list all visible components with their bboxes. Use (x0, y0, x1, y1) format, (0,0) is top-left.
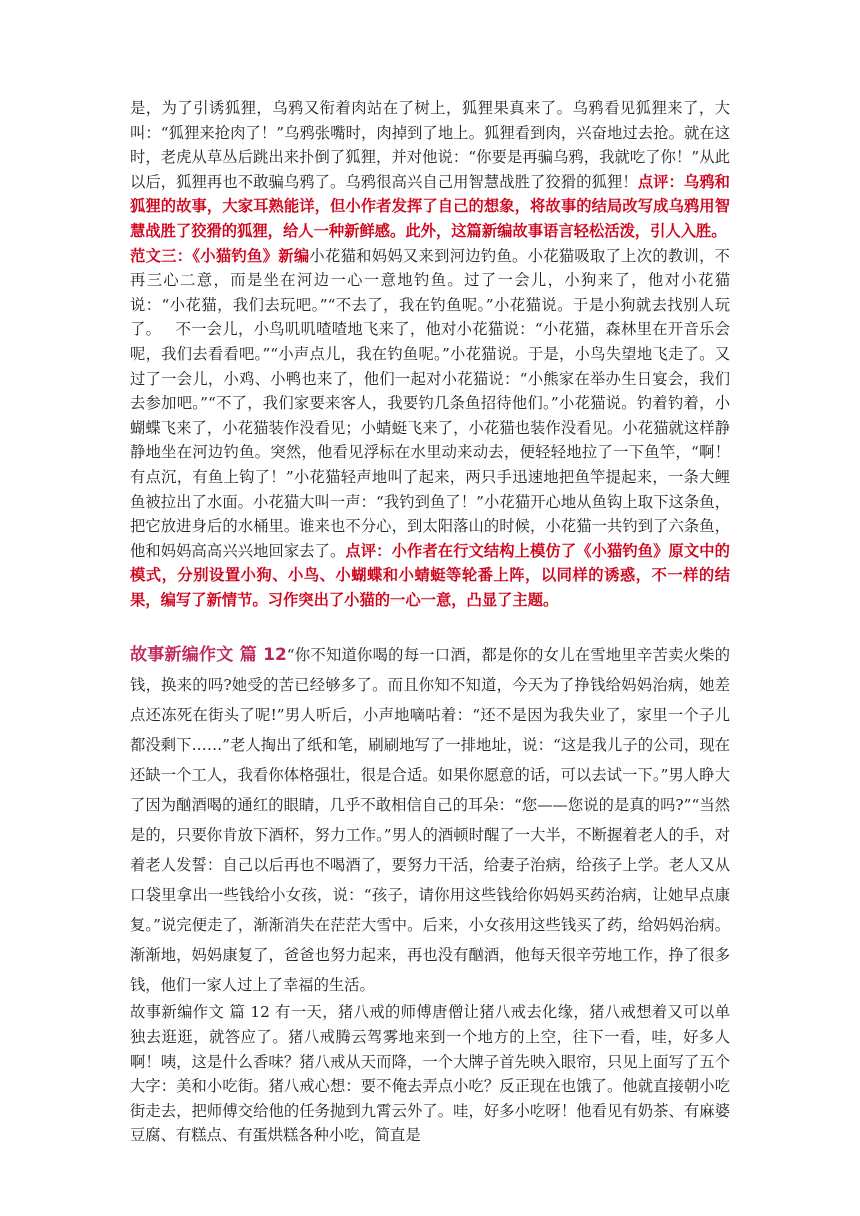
story-text: 是，为了引诱狐狸，乌鸦又衔着肉站在了树上，狐狸果真来了。乌鸦看见狐狸来了，大叫：“狐狸来抢肉了！”乌鸦张嘴时，肉掉到了地上。狐狸看到肉，兴奋地过去抢。就在这时，老虎从草丛后跳出来扑倒了狐狸，并对他说：“你要是再骗乌鸦，我就吃了你！”从此以后，狐狸再也不敢骗乌鸦了。乌鸦很高兴自己用智慧战胜了狡猾的狐狸！ (130, 99, 730, 191)
sample-label: 范文三：《小猫钓鱼》新编 (130, 246, 310, 265)
story-text: 故事新编作文 篇 12 有一天，猪八戒的师傅唐僧让猪八戒去化缘，猪八戒想着又可以单独去逛逛，就答应了。猪八戒腾云驾雾地来到一个地方的上空，往下一看，哇，好多人啊！咦，这是什么香味？猪八戒从天而降，一个大牌子首先映入眼帘，只见上面写了五个大字：美和小吃街。猪八戒心想：要不俺去弄点小吃？反正现在也饿了。他就直接朝小吃街走去，把师傅交给他的任务抛到九霄云外了。哇，好多小吃呀！他看见有奶茶、有麻婆豆腐、有糕点、有蛋烘糕各种小吃，简直是 (130, 1003, 730, 1145)
paragraph-kitten-fishing (130, 244, 730, 613)
story-text: 不一会儿，小鸟叽叽喳喳地飞来了，他对小花猫说：“小花猫，森林里在开音乐会呢，我们去看看吧。”“小声点儿，我在钓鱼呢。”小花猫说。于是，小鸟失望地飞走了。又过了一会儿，小鸡、小鸭也来了，他们一起对小花猫说：“小熊家在举办生日宴会，我们去参加吧。”“不了，我们家要来客人，我要钓几条鱼招待他们。”小花猫说。钓着钓着，小蝴蝶飞来了，小花猫装作没看见；小蜻蜓飞来了，小花猫也装作没看见。小花猫就这样静静地坐在河边钓鱼。突然，他看见浮标在水里动来动去，便轻轻地拉了一下鱼竿，“啊！有点沉，有鱼上钩了！”小花猫轻声地叫了起来，两只手迅速地把鱼竿提起来，一条大鲤鱼被拉出了水面。小花猫大叫一声：“我钓到鱼了！”小花猫开心地从鱼钩上取下这条鱼，把它放进身后的水桶里。谁来也不分心，到太阳落山的时候，小花猫一共钓到了六条鱼，他和妈妈高高兴兴地回家去了。 (130, 320, 730, 560)
comment-text: 点评：乌鸦和狐狸的故事，大家耳熟能详，但小作者发挥了自己的想象，将故事的结局改写成乌鸦用智慧战胜了狡猾的狐狸，给人一种新鲜感。此外，这篇新编故事语言轻松活泼，引人入胜。 (130, 172, 730, 240)
comment-text: 点评：小作者在行文结构上模仿了《小猫钓鱼》原文中的模式，分别设置小狗、小鸟、小蝴蝶和小蜻蜓等轮番上阵，以同样的诱惑，不一样的结果，编写了新情节。习作突出了小猫的一心一意，凸显了主题。 (130, 541, 730, 609)
section-heading: 故事新编作文 篇 12 (130, 645, 287, 666)
paragraph-fox-crow (130, 96, 730, 244)
paragraph-match-girl (130, 640, 730, 1000)
story-text: “你不知道你喝的每一口酒，都是你的女儿在雪地里辛苦卖火柴的钱，换来的吗?她受的苦已经够多了。而且你知不知道，今天为了挣钱给妈妈治病，她差点还冻死在街头了呢!”男人听后，小声地嘀咕着：“还不是因为我失业了，家里一个子儿都没剩下……”老人掏出了纸和笔，刷刷地写了一排地址，说：“这是我儿子的公司，现在还缺一个工人，我看你体格强壮，很是合适。如果你愿意的话，可以去试一下。”男人睁大了因为酗酒喝的通红的眼睛，几乎不敢相信自己的耳朵：“您——您说的是真的吗?”“当然是的，只要你肯放下酒杯，努力工作。”男人的酒顿时醒了一大半，不断握着老人的手，对着老人发誓：自己以后再也不喝酒了，要努力干活，给妻子治病，给孩子上学。老人又从口袋里拿出一些钱给小女孩，说：“孩子，请你用这些钱给你妈妈买药治病，让她早点康复。”说完便走了，渐渐消失在茫茫大雪中。后来，小女孩用这些钱买了药，给妈妈治病。渐渐地，妈妈康复了，爸爸也努力起来，再也没有酗酒，他每天很辛劳地工作，挣了很多钱，他们一家人过上了幸福的生活。 (130, 646, 730, 995)
paragraph-zhubajie (130, 1000, 730, 1148)
story-text: 小花猫和妈妈又来到河边钓鱼。小花猫吸取了上次的教训，不再三心二意，而是坐在河边一心一意地钓鱼。过了一会儿，小狗来了，他对小花猫说：“小花猫，我们去玩吧。”“不去了，我在钓鱼呢。”小花猫说。于是小狗就去找别人玩了。 (130, 246, 730, 339)
document-page (130, 96, 730, 1148)
